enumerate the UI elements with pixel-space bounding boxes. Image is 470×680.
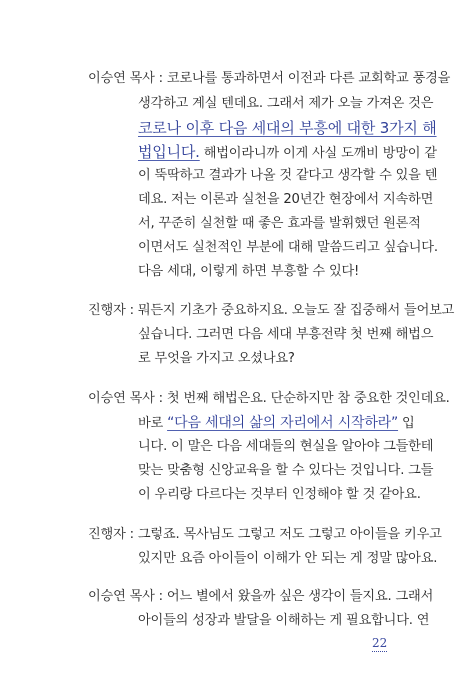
dialogue-line: 이승연 목사 : 코로나를 통과하면서 이전과 다른 교회학교 풍경을 bbox=[88, 71, 451, 86]
dialogue-line: 있지만 요즘 아이들이 이해가 안 되는 게 정말 많아요. bbox=[138, 551, 438, 566]
highlighted-phrase: “다음 세대의 삶의 자리에서 시작하라” bbox=[167, 415, 399, 431]
dialogue-line: 법입니다. 해법이라니까 이게 사실 도깨비 방망이 같 bbox=[138, 143, 437, 161]
speaker-label: 진행자 bbox=[88, 303, 126, 318]
dialogue-line: 진행자 : 뭐든지 기초가 중요하지요. 오늘도 잘 집중해서 들어보고 bbox=[88, 303, 455, 318]
dialogue-line: 서, 꾸준히 실천할 때 좋은 효과를 발휘했던 원론적 bbox=[138, 216, 421, 231]
speaker-label: 진행자 bbox=[88, 527, 126, 542]
dialogue-line: 이면서도 실천적인 부분에 대해 말씀드리고 싶습니다. bbox=[138, 240, 438, 255]
dialogue-line: 로 무엇을 가지고 오셨나요? bbox=[138, 351, 295, 366]
speaker-label: 이승연 목사 bbox=[88, 71, 155, 86]
speaker-label: 이승연 목사 bbox=[88, 391, 155, 406]
dialogue-line: 다음 세대, 이렇게 하면 부흥할 수 있다! bbox=[138, 264, 360, 279]
dialogue-line: 아이들의 성장과 발달을 이해하는 게 필요합니다. 연 bbox=[138, 613, 430, 628]
dialogue-line: 니다. 이 말은 다음 세대들의 현실을 알아야 그들한테 bbox=[138, 439, 434, 454]
dialogue-line bbox=[138, 119, 437, 139]
speaker-label: 이승연 목사 bbox=[88, 589, 155, 604]
dialogue-line: 바로 “다음 세대의 삶의 자리에서 시작하라” 입 bbox=[138, 415, 415, 431]
dialogue-line: 맞는 맞춤형 신앙교육을 할 수 있다는 것입니다. 그들 bbox=[138, 463, 434, 478]
dialogue-line: 이 뚝딱하고 결과가 나올 것 같다고 생각할 수 있을 텐 bbox=[138, 168, 438, 183]
page-number: 22 bbox=[372, 636, 388, 650]
dialogue-line: 싶습니다. 그러면 다음 세대 부흥전략 첫 번째 해법으 bbox=[138, 327, 434, 342]
dialogue-line: 진행자 : 그렇죠. 목사님도 그렇고 저도 그렇고 아이들을 키우고 bbox=[88, 527, 442, 542]
dialogue-line: 이승연 목사 : 어느 별에서 왔을까 싶은 생각이 들지요. 그래서 bbox=[88, 589, 434, 604]
dialogue-line: 데요. 저는 이론과 실천을 20년간 현장에서 지속하면 bbox=[138, 192, 434, 207]
highlighted-phrase: 법입니다. bbox=[138, 143, 200, 161]
dialogue-line: 이 우리랑 다르다는 것부터 인정해야 할 것 같아요. bbox=[138, 487, 421, 502]
dialogue-line: 생각하고 계실 텐데요. 그래서 제가 오늘 가져온 것은 bbox=[138, 96, 434, 111]
dialogue-line: 이승연 목사 : 첫 번째 해법은요. 단순하지만 참 중요한 것인데요. bbox=[88, 391, 450, 406]
highlighted-phrase: 코로나 이후 다음 세대의 부흥에 대한 3가지 해 bbox=[138, 119, 437, 137]
